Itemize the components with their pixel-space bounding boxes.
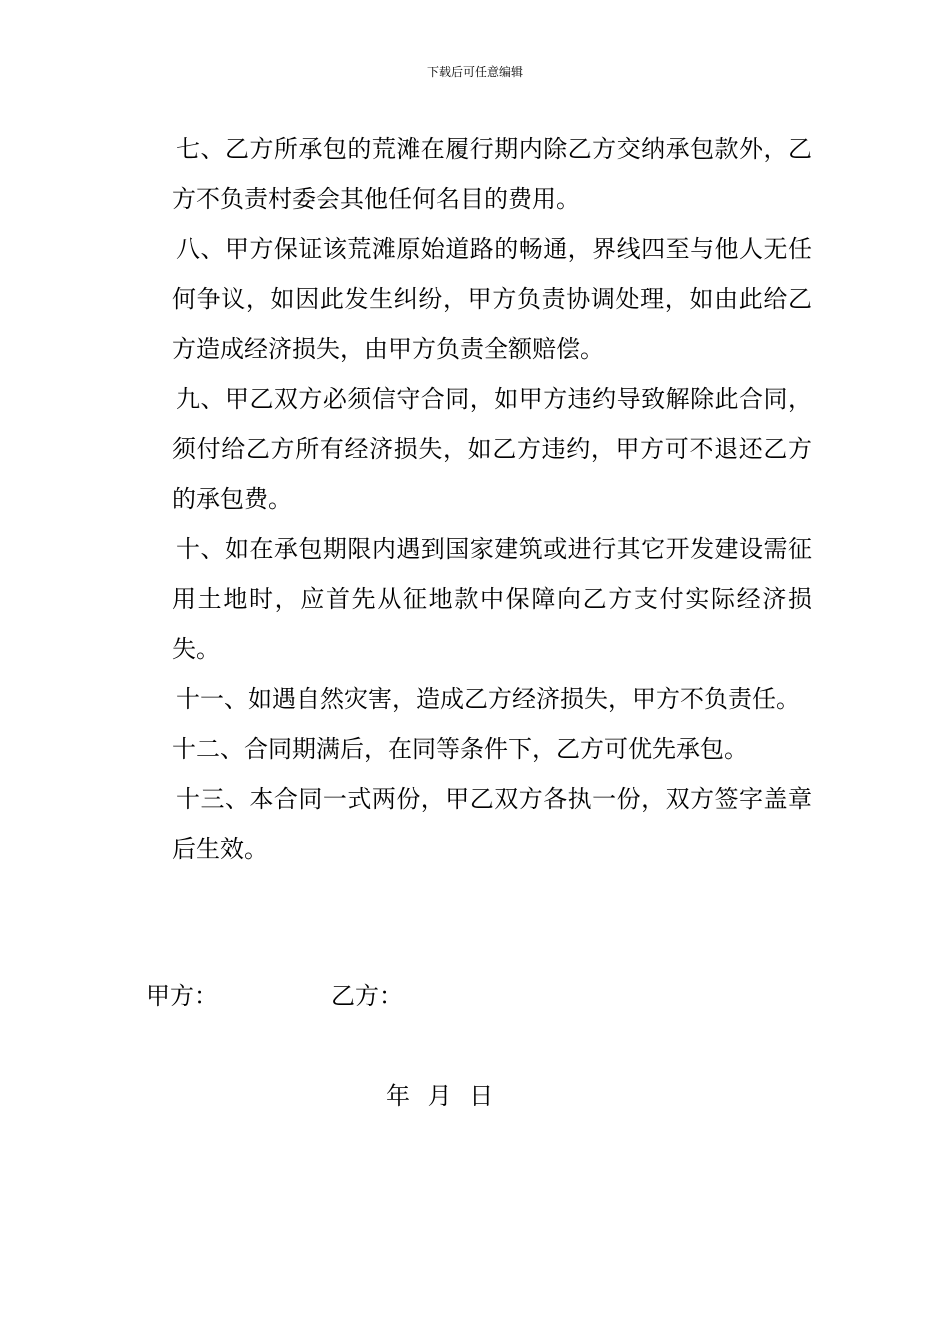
clause-11: 十一、如遇自然灾害，造成乙方经济损失，甲方不负责任。 (176, 685, 800, 713)
clause-9: 九、甲乙双方必须信守合同，如甲方违约导致解除此合同，须付给乙方所有经济损失，如乙方违约，甲方可不退还乙方的承包费。 (172, 385, 812, 513)
contract-clauses (172, 124, 812, 874)
party-b-signature-label: 乙方： (331, 982, 403, 1010)
clause-10: 十、如在承包期限内遇到国家建筑或进行其它开发建设需征用土地时，应首先从征地款中保障向乙方支付实际经济损失。 (172, 535, 812, 663)
clause-13: 十三、本合同一式两份，甲乙双方各执一份，双方签字盖章后生效。 (172, 785, 812, 863)
clause-8: 八、甲方保证该荒滩原始道路的畅通，界线四至与他人无任何争议，如因此发生纠纷，甲方负责协调处理，如由此给乙方造成经济损失，由甲方负责全额赔偿。 (172, 235, 812, 363)
page-header-note: 下载后可任意编辑 (426, 65, 523, 79)
clause-12: 十二、合同期满后，在同等条件下，乙方可优先承包。 (172, 735, 748, 763)
clause-7: 七、乙方所承包的荒滩在履行期内除乙方交纳承包款外，乙方不负责村委会其他任何名目的费用。 (172, 135, 812, 213)
party-a-signature-label: 甲方： (146, 982, 218, 1010)
signing-date: 年 月 日 (386, 1082, 494, 1110)
